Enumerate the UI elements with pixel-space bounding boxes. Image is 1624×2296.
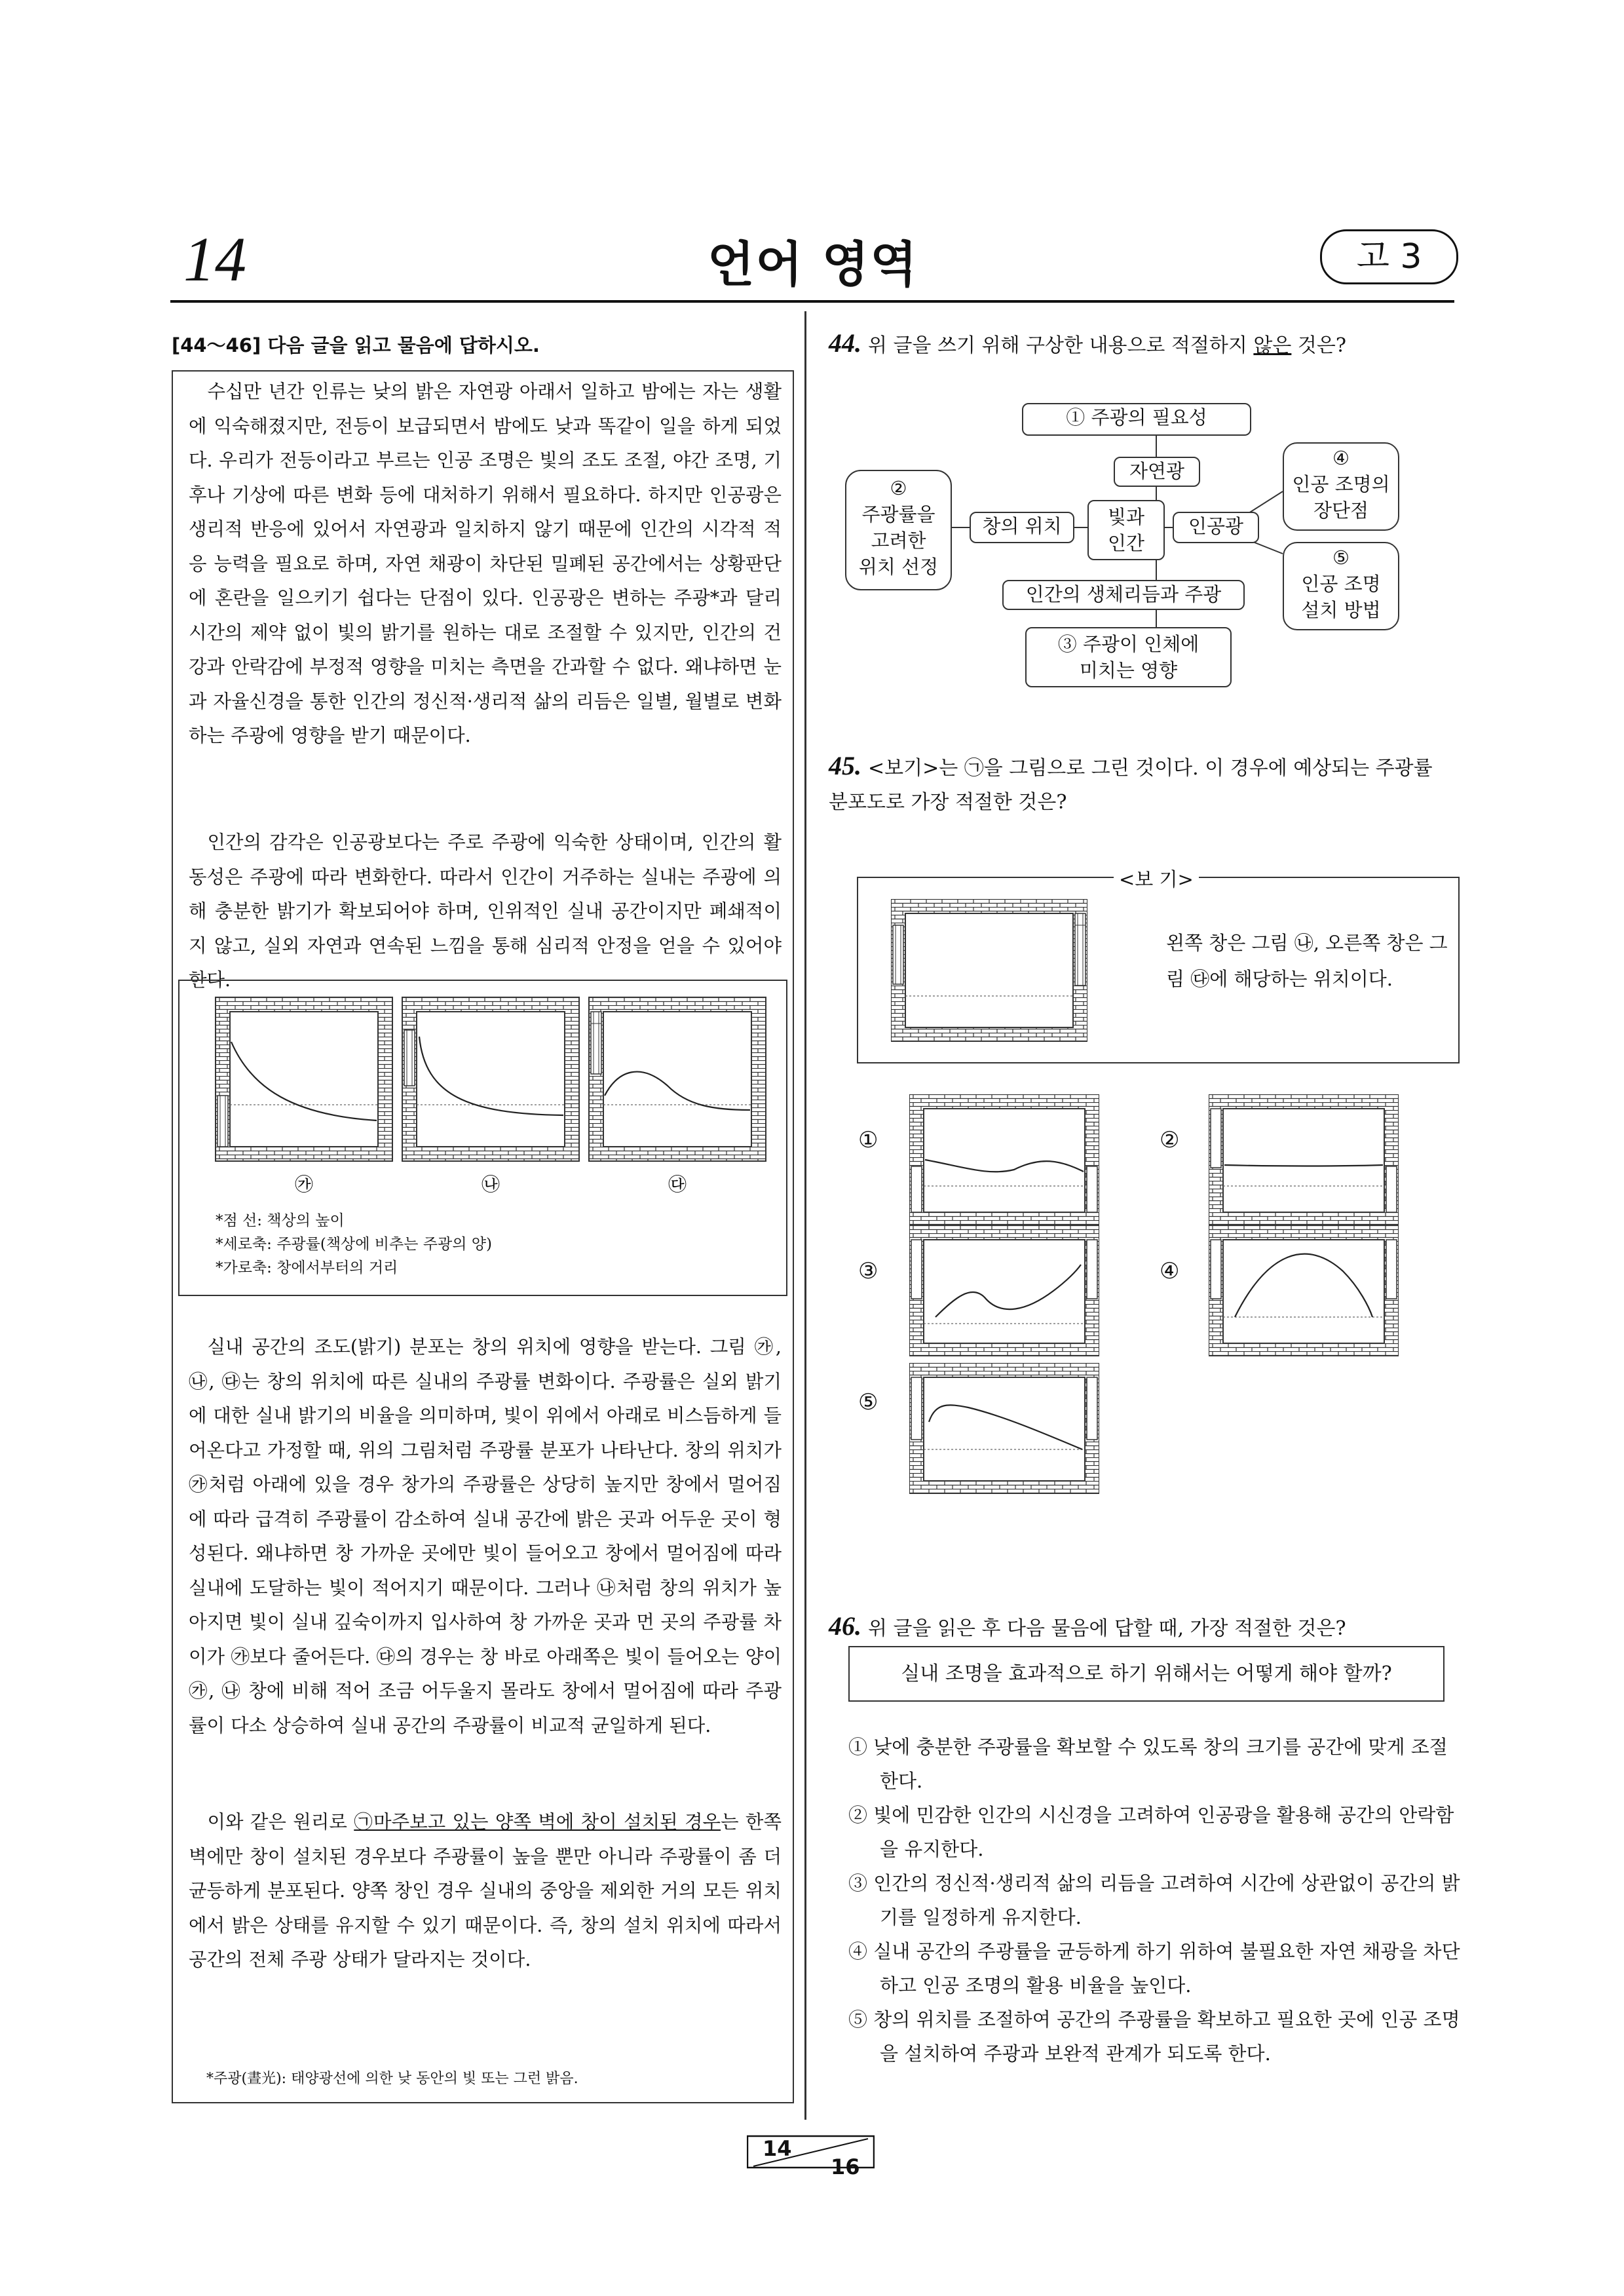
figure-na-label: ㉯ xyxy=(481,1174,500,1195)
q45-option-1-label[interactable]: ① xyxy=(858,1127,878,1153)
figure-da-label: ㉰ xyxy=(668,1174,687,1195)
q46-option-3[interactable]: ③ 인간의 정신적·생리적 삶의 리듬을 고려하여 시간에 상관없이 공간의 밝기를 일정하게 유지한다. xyxy=(848,1872,1460,1928)
underlined-phrase-a: ㉠마주보고 있는 양쪽 벽에 창이 설치된 경우 xyxy=(354,1811,721,1833)
passage-paragraph-4: 이와 같은 원리로 ㉠마주보고 있는 양쪽 벽에 창이 설치된 경우는 한쪽 벽에만 창이 설치된 경우보다 주광률이 높을 뿐만 아니라 주광률이 좀 더 균등하게 분포된다. 양쪽 창인 경우 실내의 중앙을 제외한 거의 모든 위치에서 밝은 상태를 유지할 수 있기 때문이다. 즉, 창의 설치 위치에 따라서 공간의 전체 주광 상태가 달라지는 것이다. xyxy=(189,1811,782,1970)
q45-option-1-figure[interactable] xyxy=(909,1094,1099,1225)
q45-option-3-figure[interactable] xyxy=(909,1225,1099,1356)
q46-option-4[interactable]: ④ 실내 공간의 주광률을 균등하게 하기 위하여 불필요한 자연 채광을 차단하고 인공 조명의 활용 비율을 높인다. xyxy=(848,1940,1460,1997)
question-46: 46. 위 글을 읽은 후 다음 물음에 답할 때, 가장 적절한 것은? xyxy=(829,1611,1346,1641)
map-node-natural-light: 자연광 xyxy=(1114,457,1200,487)
footnote: *주광(晝光): 태양광선에 의한 낮 동안의 빛 또는 그런 밝음. xyxy=(206,2071,578,2087)
question-46-options xyxy=(848,1730,1461,2071)
q45-option-3-label[interactable]: ③ xyxy=(858,1258,878,1284)
page-title: 언어 영역 xyxy=(708,237,918,293)
column-divider xyxy=(804,311,806,2120)
figure-ga xyxy=(216,997,392,1161)
map-node-light-and-human: 빛과 인간 xyxy=(1087,500,1165,560)
page-indicator xyxy=(747,2135,875,2186)
page-number: 14 xyxy=(183,224,246,294)
bogi-text: 왼쪽 창은 그림 ㉯, 오른쪽 창은 그림 ㉰에 해당하는 위치이다. xyxy=(1166,932,1448,990)
section-instruction: [44～46] 다음 글을 읽고 물음에 답하시오. xyxy=(172,334,540,356)
total-pages: 16 xyxy=(831,2154,860,2179)
concept-map xyxy=(845,390,1461,718)
figure-legend xyxy=(216,1209,492,1280)
passage-paragraph-3: 실내 공간의 조도(밝기) 분포는 창의 위치에 영향을 받는다. 그림 ㉮, ㉯, ㉰는 창의 위치에 따른 실내의 주광률 변화이다. 주광률은 실외 밝기에 대한 실내 밝기의 비율을 의미하며, 빛이 위에서 아래로 비스듬하게 들어온다고 가정할 때, 위의 그림처럼 주광률 분포가 나타난다. 창의 위치가 ㉮처럼 아래에 있을 경우 창가의 주광률은 상당히 높지만 창에서 멀어짐에 따라 급격히 주광률이 감소하여 실내 공간에 밝은 곳과 어두운 곳이 형성된다. 왜냐하면 창 가까운 곳에만 빛이 들어오고 창에서 멀어짐에 따라 실내에 도달하는 빛이 적어지기 때문이다. 그러나 ㉯처럼 창의 위치가 높아지면 빛이 실내 깊숙이까지 입사하여 창 가까운 곳과 먼 곳의 주광률 차이가 ㉮보다 줄어든다. ㉰의 경우는 창 바로 아래쪽은 빛이 들어오는 양이 ㉮, ㉯ 창에 비해 적어 조금 어두울지 몰라도 창에서 멀어짐에 따라 주광률이 다소 상승하여 실내 공간의 주광률이 비교적 균일하게 된다. xyxy=(189,1336,782,1736)
map-node-biorhythm: 인간의 생체리듬과 주광 xyxy=(1002,580,1245,610)
header-rule xyxy=(170,300,1454,303)
map-node-window-position: 창의 위치 xyxy=(970,512,1074,543)
bogi-figure xyxy=(891,899,1087,1042)
map-node-4: ④ 인공 조명의 장단점 xyxy=(1283,442,1399,531)
question-45: 45. <보기>는 ㉠을 그림으로 그린 것이다. 이 경우에 예상되는 주광률 분포도로 가장 적절한 것은? xyxy=(829,751,1433,814)
q45-option-5-figure[interactable] xyxy=(909,1363,1099,1494)
q45-option-5-label[interactable]: ⑤ xyxy=(858,1389,878,1415)
bogi-label: <보 기> xyxy=(1114,865,1199,892)
q46-option-2[interactable]: ② 빛에 민감한 인간의 시신경을 고려하여 인공광을 활용해 공간의 안락함을 유지한다. xyxy=(848,1804,1454,1860)
map-node-1: ① 주광의 필요성 xyxy=(1022,403,1251,436)
map-node-3: ③ 주광이 인체에 미치는 영향 xyxy=(1025,627,1232,687)
map-node-5: ⑤ 인공 조명 설치 방법 xyxy=(1283,542,1399,630)
question-45-number: 45. xyxy=(829,751,861,780)
legend-y-axis: *세로축: 주광률(책상에 비추는 주광의 양) xyxy=(216,1236,492,1253)
figure-ga-label: ㉮ xyxy=(294,1174,314,1195)
map-node-2: ② 주광률을 고려한 위치 선정 xyxy=(845,470,952,590)
grade-badge: 고 3 xyxy=(1320,229,1458,284)
q46-option-1[interactable]: ① 낮에 충분한 주광률을 확보할 수 있도록 창의 크기를 공간에 맞게 조절한다. xyxy=(848,1736,1448,1792)
legend-x-axis: *가로축: 창에서부터의 거리 xyxy=(216,1259,398,1276)
q45-option-2-figure[interactable] xyxy=(1209,1094,1399,1225)
current-page: 14 xyxy=(763,2136,792,2161)
q45-option-4-figure[interactable] xyxy=(1209,1225,1399,1356)
figure-box xyxy=(178,980,787,1296)
question-44: 44. 위 글을 쓰기 위해 구상한 내용으로 적절하지 않은 것은? xyxy=(829,328,1346,358)
passage-paragraph-1: 수십만 년간 인류는 낮의 밝은 자연광 아래서 일하고 밤에는 자는 생활에 익숙해졌지만, 전등이 보급되면서 밤에도 낮과 똑같이 일을 하게 되었다. 우리가 전등이라고 부르는 인공 조명은 빛의 조도 조절, 야간 조명, 기후나 기상에 따른 변화 등에 대처하기 위해서 필요하다. 하지만 인공광은 생리적 반응에 있어서 자연광과 일치하지 않기 때문에 인간의 시각적 적응 능력을 필요로 하며, 자연 채광이 차단된 밀폐된 공간에서는 상황판단에 혼란을 일으키기 쉽다는 단점이 있다. 인공광은 변하는 주광*과 달리 시간의 제약 없이 빛의 밝기를 원하는 대로 조절할 수 있지만, 인간의 건강과 안락감에 부정적 영향을 미치는 측면을 간과할 수 없다. 왜냐하면 눈과 자율신경을 통한 인간의 정신적·생리적 삶의 리듬은 일별, 월별로 변화하는 주광에 영향을 받기 때문이다. xyxy=(189,381,782,746)
figure-da xyxy=(589,997,766,1161)
q45-option-2-label[interactable]: ② xyxy=(1160,1127,1180,1153)
question-46-number: 46. xyxy=(829,1611,861,1641)
question-44-number: 44. xyxy=(829,328,861,358)
figure-na xyxy=(402,997,579,1161)
passage-paragraph-2: 인간의 감각은 인공광보다는 주로 주광에 익숙한 상태이며, 인간의 활동성은 주광에 따라 변화한다. 따라서 인간이 거주하는 실내는 주광에 의해 충분한 밝기가 확보되어야 하며, 인위적인 실내 공간이지만 폐쇄적이지 않고, 실외 자연과 연속된 느낌을 통해 심리적 안정을 얻을 수 있어야 한다. xyxy=(189,832,782,991)
map-node-artificial-light: 인공광 xyxy=(1173,512,1259,543)
q46-option-5[interactable]: ⑤ 창의 위치를 조절하여 공간의 주광률을 확보하고 필요한 곳에 인공 조명을 설치하여 주광과 보완적 관계가 되도록 한다. xyxy=(848,2008,1460,2065)
q45-option-4-label[interactable]: ④ xyxy=(1160,1258,1180,1284)
legend-dotted-line: *점 선: 책상의 높이 xyxy=(216,1212,345,1229)
question-46-prompt-box: 실내 조명을 효과적으로 하기 위해서는 어떻게 해야 할까? xyxy=(848,1646,1445,1702)
